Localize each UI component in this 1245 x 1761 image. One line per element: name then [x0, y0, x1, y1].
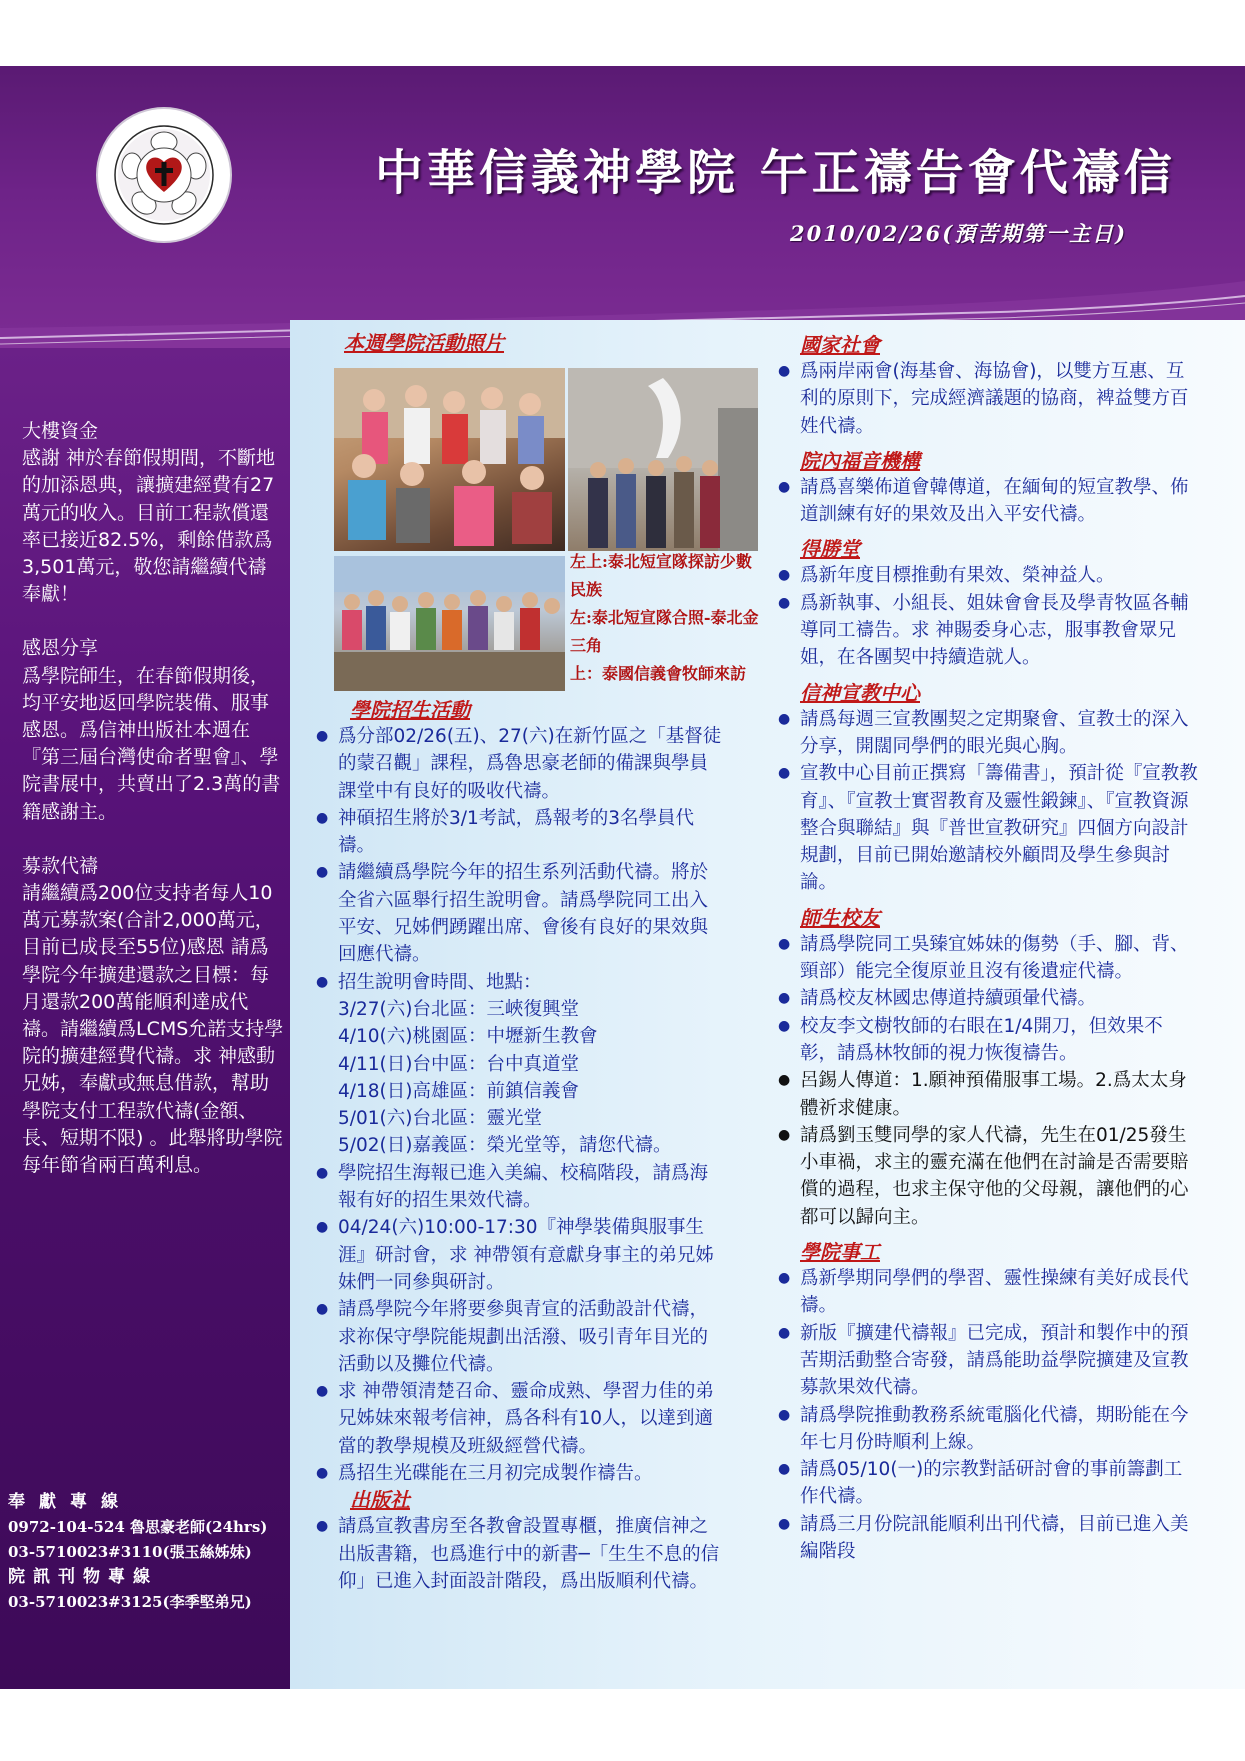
list-item: ● 請爲校友林國忠傳道持續頭暈代禱。 [778, 985, 1198, 1012]
sidebar-content [22, 418, 284, 1179]
schedule-row: 5/02(日)嘉義區：榮光堂等，請您代禱。 [338, 1135, 672, 1157]
list-item: ● 呂錫人傳道：1.願神預備服事工場。2.爲太太身體祈求健康。 [778, 1067, 1198, 1122]
list-item: ● 神碩招生將於3/1考試，爲報考的3名學員代禱。 [316, 805, 726, 860]
schedule-row: 5/01(六)台北區：靈光堂 [338, 1108, 542, 1130]
sidebar-text-fundraising: 請繼續爲200位支持者每人10萬元募款案(合計2,000萬元，目前已成長至55位)感恩 請爲學院今年擴建還款之目標：每月還款200萬能順利達成代禱。請繼續爲LCMS允諾支持學院的擴建經費代禱。求 神感動兄姊，奉獻或無息借款，幫助學院支付工程款代禱(金額、長、短期不限) 。此舉將助學院每年節省兩百萬利息。 [22, 882, 284, 1177]
sidebar-text-building-fund: 感謝 神於春節假期間，不斷地的加添恩典，讓擴建經費有27萬元的收入。目前工程款償還率已接近82.5%，剩餘借款爲3,501萬元，敬您請繼續代禱奉獻！ [22, 447, 276, 606]
luther-rose-seal-icon [95, 106, 233, 244]
left-column [320, 330, 730, 356]
issue-date: 2010/02/26(預苦期第一主日) [790, 221, 1128, 246]
list-item: ● 爲招生光碟能在三月初完成製作禱告。 [316, 1460, 726, 1487]
section-title-victory-church: 得勝堂 [800, 537, 860, 562]
list-item: ● 宣教中心目前正撰寫「籌備書」，預計從『宣教教育』、『宣教士實習教育及靈性鍛鍊』、『宣教資源整合與聯結』與『普世宣教研究』四個方向設計規劃，目前已開始邀請校外顧問及學生參與討論。 [778, 760, 1198, 896]
list-item: ● 學院招生海報已進入美編、校稿階段，請爲海報有好的招生果效代禱。 [316, 1160, 726, 1215]
section-title-seminary-ministry: 學院事工 [800, 1240, 880, 1265]
list-item: ● 爲兩岸兩會(海基會、海協會)，以雙方互惠、互利的原則下，完成經濟議題的協商，裨益雙方百姓代禱。 [778, 358, 1198, 440]
section-title-nation: 國家社會 [800, 333, 880, 357]
list-item: ● 新版『擴建代禱報』已完成，預計和製作中的預苦期活動整合寄發，請爲能助益學院擴建及宣教募款果效代禱。 [778, 1320, 1198, 1402]
list-item: ● 請爲三月份院訊能順利出刊代禱，目前已進入美編階段 [778, 1511, 1198, 1566]
header-banner [0, 66, 1245, 348]
sidebar-text-thanksgiving: 爲學院師生，在春節假期後，均平安地返回學院裝備、服事感恩。爲信神出版社本週在『第三屆台灣使命者聖會』、學院書展中，共賣出了2.3萬的書籍感謝主。 [22, 664, 281, 823]
news-line-1: 03-5710023#3125(李季堅弟兄) [8, 1593, 252, 1611]
page-title: 中華信義神學院 午正禱告會代禱信 [375, 145, 1176, 201]
sidebar-heading-thanksgiving: 感恩分享 [22, 637, 99, 660]
list-item: ● 請爲喜樂佈道會韓傳道，在緬甸的短宣教學、佈道訓練有好的果效及出入平安代禱。 [778, 474, 1198, 529]
schedule-row: 4/10(六)桃園區：中壢新生教會 [338, 1026, 598, 1048]
schedule-row: 4/11(日)台中區：台中真道堂 [338, 1053, 579, 1075]
list-item: ● 請爲05/10(一)的宗教對話研討會的事前籌劃工作代禱。 [778, 1456, 1198, 1511]
list-item: ● 校友李文樹牧師的右眼在1/4開刀，但效果不彰，請爲林牧師的視力恢復禱告。 [778, 1013, 1198, 1068]
schedule-row: 4/18(日)高雄區：前鎮信義會 [338, 1080, 579, 1102]
list-item: ● 04/24(六)10:00-17:30『神學裝備與服事生涯』研討會，求 神帶領有意獻身事主的弟兄姊妹們一同參與研討。 [316, 1214, 726, 1296]
offering-line-2: 03-5710023#3110(張玉絲姊妹) [8, 1543, 252, 1561]
left-column-lower [316, 697, 726, 1603]
photo-visiting-pastors [568, 368, 758, 551]
photo-captions [570, 548, 760, 688]
list-item: ● 招生說明會時間、地點： [316, 969, 726, 996]
list-item: ● 爲新執事、小組長、姐妹會會長及學青牧區各輔導同工禱告。求 神賜委身心志，服事教會眾兄姐，在各團契中持續造就人。 [778, 590, 1198, 672]
list-item: ● 求 神帶領清楚召命、靈命成熟、學習力佳的弟兄姊妹來報考信神，爲各科有10人，以達到適當的教學規模及班級經營代禱。 [316, 1378, 726, 1460]
photo-team-golden-triangle [334, 556, 565, 691]
photo-caption-3: 上：泰國信義會牧師來訪 [570, 664, 747, 683]
list-item: ● 請爲劉玉雙同學的家人代禱，先生在01/25發生小車禍，求主的靈充滿在他們在討論是否需要賠償的過程，也求主保守他的父母親，讓他們的心都可以歸向主。 [778, 1122, 1198, 1231]
list-item: ● 請爲每週三宣教團契之定期聚會、宣教士的深入分享，開闊同學們的眼光與心胸。 [778, 706, 1198, 761]
list-item: ● 請爲學院推動教務系統電腦化代禱，期盼能在今年七月份時順利上線。 [778, 1402, 1198, 1457]
list-item: ● 請爲學院同工吳臻宜姊妹的傷勢（手、腳、背、頸部）能完全復原並且沒有後遺症代禱。 [778, 931, 1198, 986]
photo-group-visit [334, 368, 565, 551]
list-item: ● 爲分部02/26(五)、27(六)在新竹區之「基督徒的蒙召觀」課程，爲魯思豪老師的備課與學員課堂中有良好的吸收代禱。 [316, 723, 726, 805]
right-column [778, 332, 1198, 1573]
section-title-faculty-alumni: 師生校友 [800, 905, 880, 930]
section-title-gospel-agencies: 院內福音機構 [800, 448, 920, 473]
section-title-photos: 本週學院活動照片 [344, 331, 504, 355]
recruitment-schedule [316, 996, 726, 1160]
section-title-mission-center: 信神宣教中心 [800, 680, 920, 705]
list-item: ● 爲新年度目標推動有果效、榮神益人。 [778, 562, 1198, 589]
list-item: ● 爲新學期同學們的學習、靈性操練有美好成長代禱。 [778, 1265, 1198, 1320]
list-item: ● 請繼續爲學院今年的招生系列活動代禱。將於全省六區舉行招生說明會。請爲學院同工出入平安、兄姊們踴躍出席、會後有良好的果效與回應代禱。 [316, 859, 726, 968]
photo-caption-2: 左:泰北短宣隊合照-泰北金三角 [570, 608, 759, 655]
offering-line-1: 0972-104-524 魯思豪老師(24hrs) [8, 1518, 268, 1536]
list-item: ● 請爲宣教書房至各教會設置專櫃，推廣信神之出版書籍，也爲進行中的新書─「生生不息的信仰」已進入封面設計階段，爲出版順利代禱。 [316, 1513, 726, 1595]
section-title-recruitment: 學院招生活動 [350, 698, 470, 722]
sidebar-heading-building-fund: 大樓資金 [22, 420, 99, 442]
photo-caption-1: 左上:泰北短宣隊探訪少數民族 [570, 552, 752, 599]
sidebar-heading-fundraising: 募款代禱 [22, 854, 99, 877]
schedule-row: 3/27(六)台北區：三峽復興堂 [338, 998, 579, 1020]
contact-info [8, 1490, 293, 1615]
news-label: 院訊刊物專線 [8, 1567, 158, 1587]
section-title-publishing: 出版社 [350, 1488, 410, 1513]
list-item: ● 請爲學院今年將要參與青宣的活動設計代禱，求祢保守學院能規劃出活潑、吸引青年目光的活動以及攤位代禱。 [316, 1296, 726, 1378]
offering-label: 奉獻專線 [8, 1492, 132, 1512]
